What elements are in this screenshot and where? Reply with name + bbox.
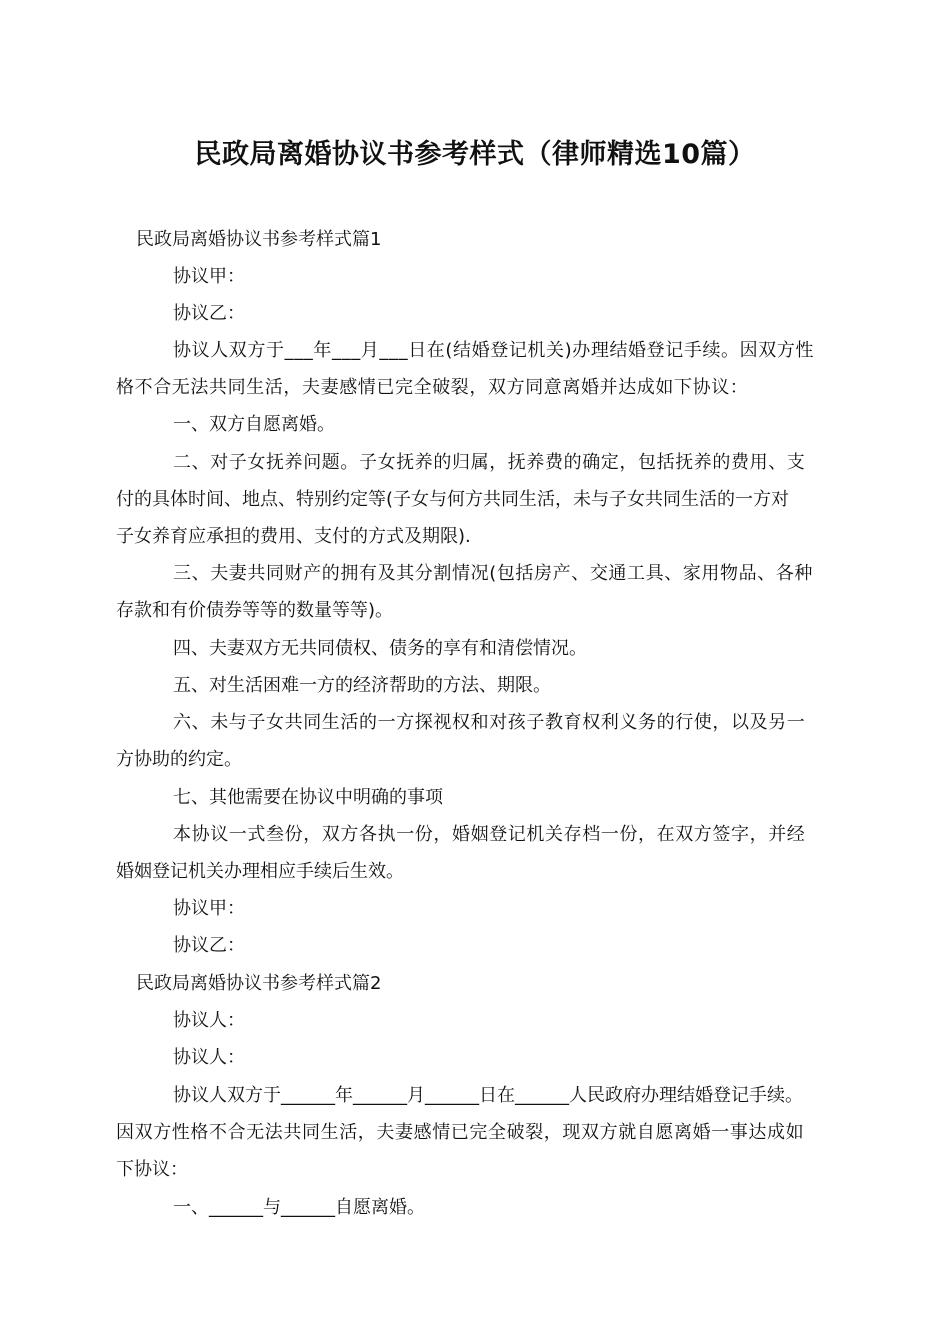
party-b-label: 协议乙： <box>173 303 245 324</box>
section-2-intro-line-2: 因双方性格不合无法共同生活，夫妻感情已完全破裂，现双方就自愿离婚一事达成如 <box>116 1122 805 1143</box>
intro-line-1: 协议人双方于___年___月___日在(结婚登记机关)办理结婚登记手续。因双方性 <box>173 340 815 361</box>
party-a-label: 协议甲： <box>173 266 245 287</box>
clause-3-line-1: 三、夫妻共同财产的拥有及其分割情况(包括房产、交通工具、家用物品、各种 <box>173 563 814 584</box>
clause-2-line-3: 子女养育应承担的费用、支付的方式及期限). <box>116 526 471 547</box>
clause-7: 七、其他需要在协议中明确的事项 <box>173 787 443 808</box>
signature-party-a: 协议甲： <box>173 898 245 919</box>
clause-6-line-2: 方协助的约定。 <box>116 749 242 770</box>
closing-line-2: 婚姻登记机关办理相应手续后生效。 <box>116 861 404 882</box>
party-2-label: 协议人： <box>173 1047 245 1068</box>
clause-2-line-2: 付的具体时间、地点、特别约定等(子女与何方共同生活，未与子女共同生活的一方对 <box>116 489 790 510</box>
clause-3-line-2: 存款和有价债券等等的数量等等)。 <box>116 600 394 621</box>
section-1-heading: 民政局离婚协议书参考样式篇1 <box>136 229 382 250</box>
document-title: 民政局离婚协议书参考样式（律师精选10篇） <box>194 139 756 170</box>
signature-party-b: 协议乙： <box>173 935 245 956</box>
clause-1: 一、双方自愿离婚。 <box>173 414 335 435</box>
clause-4: 四、夫妻双方无共同债权、债务的享有和清偿情况。 <box>173 638 587 659</box>
intro-line-2: 格不合无法共同生活，夫妻感情已完全破裂，双方同意离婚并达成如下协议： <box>116 377 749 398</box>
closing-line-1: 本协议一式叁份，双方各执一份，婚姻登记机关存档一份，在双方签字，并经 <box>173 824 806 845</box>
section-2-intro-line-1: 协议人双方于______年______月______日在______人民政府办理结婚登记手续。 <box>173 1085 803 1106</box>
clause-5: 五、对生活困难一方的经济帮助的方法、期限。 <box>173 675 551 696</box>
clause-2-line-1: 二、对子女抚养问题。子女抚养的归属，抚养费的确定，包括抚养的费用、支 <box>173 452 806 473</box>
party-1-label: 协议人： <box>173 1010 245 1031</box>
section-2-intro-line-3: 下协议： <box>116 1159 188 1180</box>
clause-6-line-1: 六、未与子女共同生活的一方探视权和对孩子教育权利义务的行使，以及另一 <box>173 712 806 733</box>
section-2-clause-1: 一、______与______自愿离婚。 <box>173 1197 425 1218</box>
section-2-heading: 民政局离婚协议书参考样式篇2 <box>136 973 382 994</box>
